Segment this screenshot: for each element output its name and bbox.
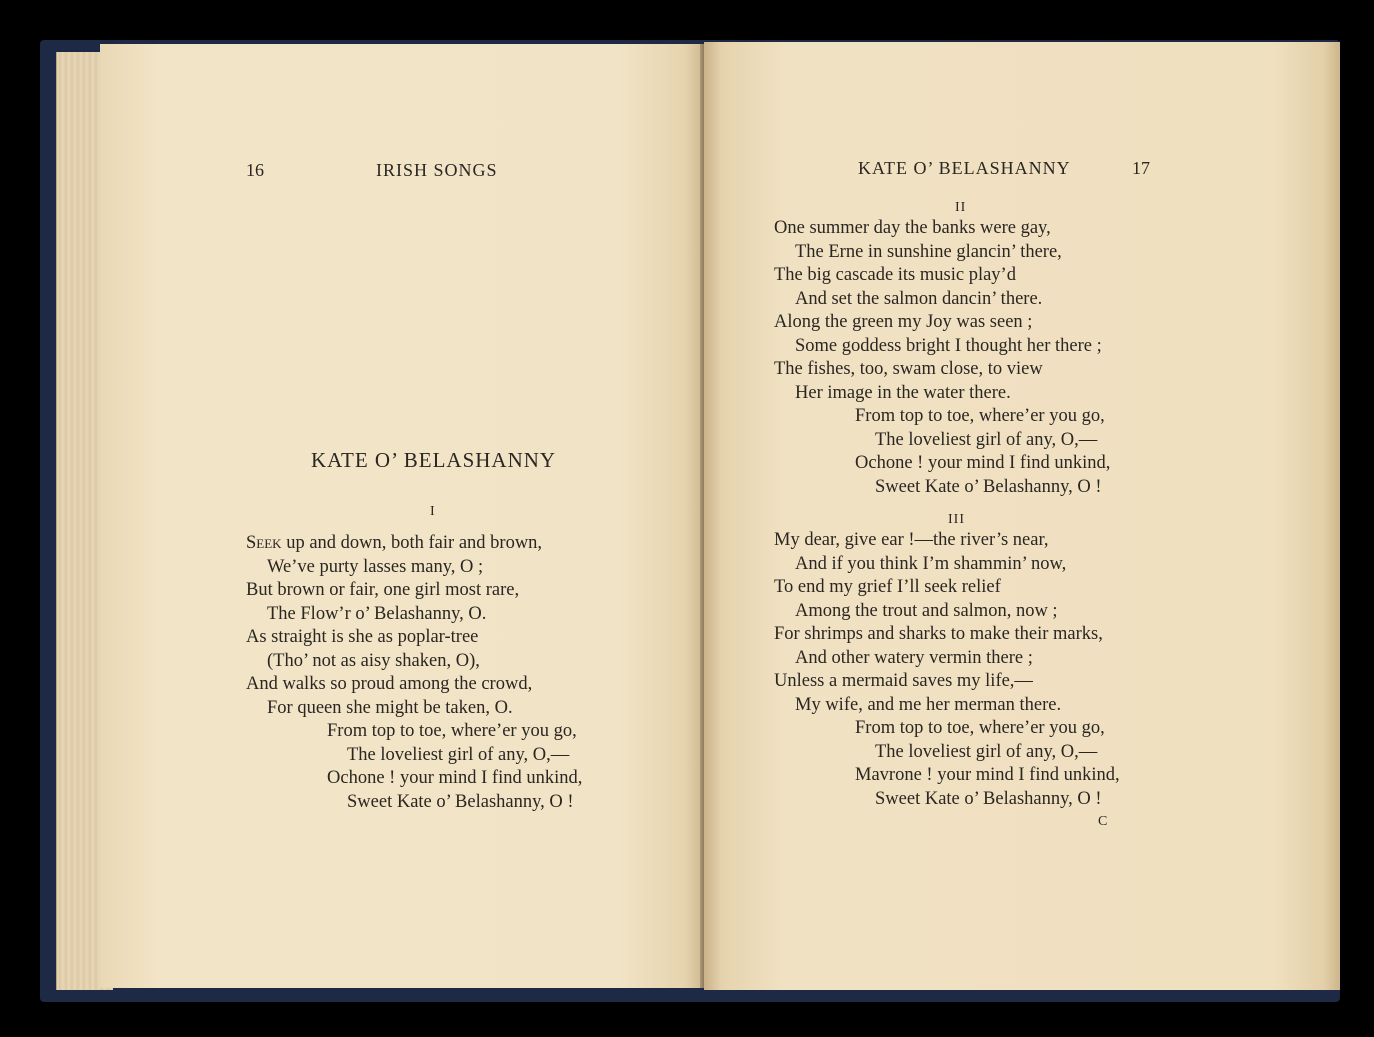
- verse-line: The Erne in sunshine glancin’ there,: [795, 241, 1062, 262]
- song-title: KATE O’ BELASHANNY: [311, 448, 557, 472]
- verse-line: Along the green my Joy was seen ;: [774, 312, 1033, 332]
- verse-line: My wife, and me her merman there.: [795, 694, 1062, 715]
- verse-line: Some goddess bright I thought her there ;: [795, 335, 1102, 356]
- refrain-line: The loveliest girl of any, O,—: [875, 741, 1098, 762]
- refrain-line: The loveliest girl of any, O,—: [347, 744, 570, 765]
- verse-line: [246, 532, 582, 556]
- verse-line: To end my grief I’ll seek relief: [774, 577, 1001, 597]
- verse-line: The Flow’r o’ Belashanny, O.: [267, 603, 487, 624]
- verse-line: Her image in the water there.: [795, 382, 1011, 403]
- refrain-line: From top to toe, where’er you go,: [855, 718, 1105, 738]
- stanza-1: [246, 532, 582, 814]
- verse-line: And walks so proud among the crowd,: [246, 674, 533, 694]
- stanza-numeral-3: III: [948, 512, 965, 527]
- refrain-line: From top to toe, where’er you go,: [327, 721, 577, 741]
- verse-line: The big cascade its music play’d: [774, 265, 1016, 285]
- stanza-3: [774, 529, 1120, 811]
- verse-line: Among the trout and salmon, now ;: [795, 600, 1058, 621]
- verse-line: One summer day the banks were gay,: [774, 218, 1051, 238]
- verse-line: The fishes, too, swam close, to view: [774, 359, 1043, 379]
- refrain-line: Sweet Kate o’ Belashanny, O !: [875, 476, 1102, 497]
- verse-line: My dear, give ear !—the river’s near,: [774, 530, 1049, 550]
- refrain-line: Ochone ! your mind I find unkind,: [327, 768, 583, 788]
- refrain-line: From top to toe, where’er you go,: [855, 406, 1105, 426]
- refrain-line: Sweet Kate o’ Belashanny, O !: [347, 791, 574, 812]
- verse-line: Unless a mermaid saves my life,—: [774, 671, 1033, 691]
- verse-line: For queen she might be taken, O.: [267, 697, 513, 718]
- left-running-head: IRISH SONGS: [376, 160, 498, 180]
- opening-word: Seek: [246, 533, 282, 553]
- verse-line: And other watery vermin there ;: [795, 647, 1033, 668]
- stanza-numeral-2: II: [955, 200, 967, 215]
- verse-line: As straight is she as poplar-tree: [246, 627, 479, 647]
- right-running-head: KATE O’ BELASHANNY: [858, 158, 1071, 178]
- stanza-2: [774, 217, 1110, 499]
- verse-line: (Tho’ not as aisy shaken, O),: [267, 650, 480, 671]
- refrain-line: Ochone ! your mind I find unkind,: [855, 453, 1111, 473]
- verse-line: And set the salmon dancin’ there.: [795, 288, 1043, 309]
- refrain-line: Sweet Kate o’ Belashanny, O !: [875, 788, 1102, 809]
- left-page: [100, 44, 704, 988]
- right-page-number: 17: [1132, 158, 1150, 178]
- signature-mark: C: [1098, 814, 1108, 829]
- opening-line-rest: up and down, both fair and brown,: [281, 533, 543, 553]
- refrain-line: Mavrone ! your mind I find unkind,: [855, 765, 1120, 785]
- refrain-line: The loveliest girl of any, O,—: [875, 429, 1098, 450]
- verse-line: And if you think I’m shammin’ now,: [795, 553, 1067, 574]
- right-page: [704, 42, 1340, 990]
- verse-line: But brown or fair, one girl most rare,: [246, 580, 520, 600]
- verse-line: For shrimps and sharks to make their marks,: [774, 624, 1103, 644]
- verse-line: We’ve purty lasses many, O ;: [267, 556, 484, 577]
- left-page-number: 16: [246, 160, 264, 180]
- stanza-numeral-1: I: [430, 504, 436, 519]
